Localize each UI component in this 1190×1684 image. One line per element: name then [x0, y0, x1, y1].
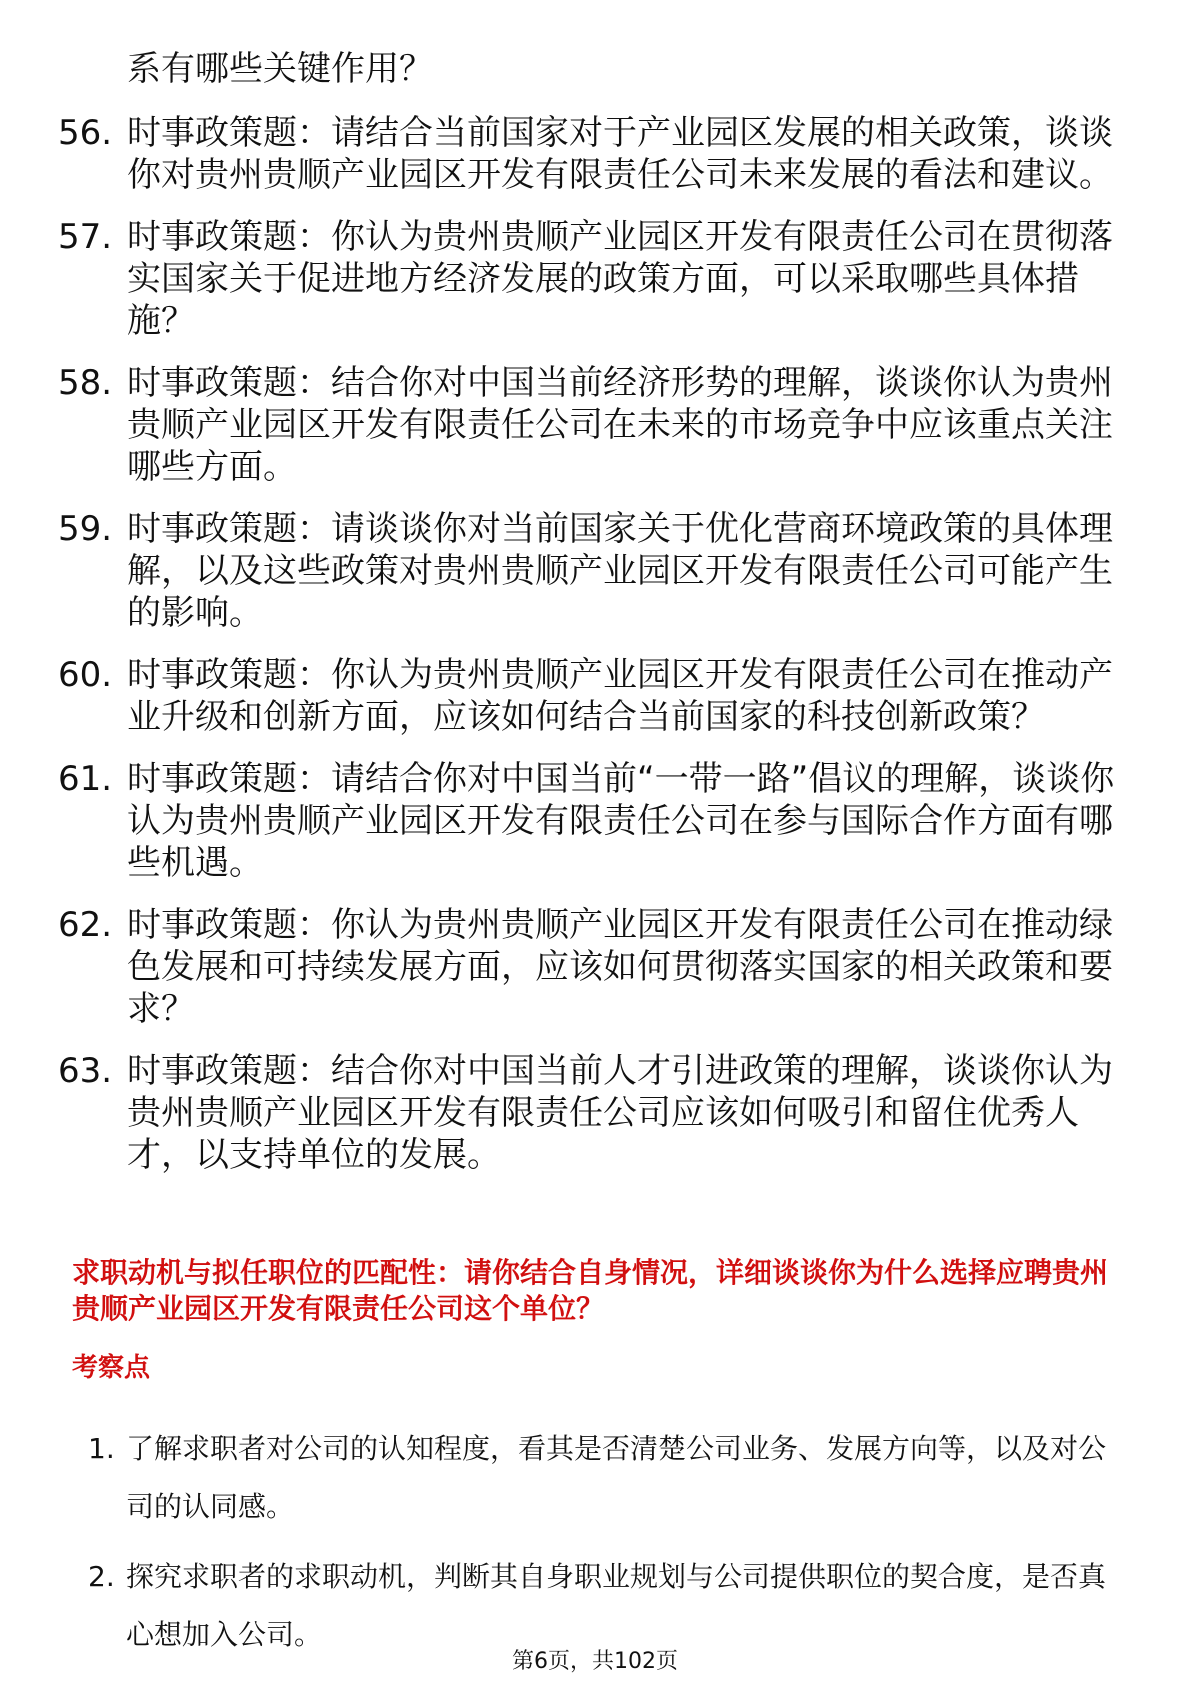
question-item	[58, 1050, 1118, 1176]
question-text: 时事政策题：结合你对中国当前经济形势的理解，谈谈你认为贵州贵顺产业园区开发有限责任公司在未来的市场竞争中应该重点关注哪些方面。	[127, 363, 1113, 487]
question-text: 时事政策题：请结合你对中国当前“一带一路”倡议的理解，谈谈你认为贵州贵顺产业园区开发有限责任公司在参与国际合作方面有哪些机遇。	[127, 759, 1115, 883]
question-number: 63.	[58, 1051, 113, 1091]
assessment-points-list	[88, 1420, 1118, 1676]
question-number: 56.	[58, 113, 113, 153]
point-item	[88, 1548, 1118, 1664]
point-text: 探究求职者的求职动机，判断其自身职业规划与公司提供职位的契合度，是否真心想加入公司。	[126, 1560, 1107, 1651]
question-number: 58.	[58, 363, 113, 403]
question-text: 时事政策题：你认为贵州贵顺产业园区开发有限责任公司在推动绿色发展和可持续发展方面，应该如何贯彻落实国家的相关政策和要求？	[127, 905, 1113, 1029]
points-heading: 考察点	[72, 1353, 151, 1383]
point-item	[88, 1420, 1118, 1536]
question-item	[58, 904, 1118, 1030]
question-item	[58, 216, 1118, 342]
question-item	[58, 362, 1118, 488]
question-number: 57.	[58, 217, 113, 257]
question-item	[58, 654, 1118, 738]
question-number: 59.	[58, 509, 113, 549]
question-number: 62.	[58, 905, 113, 945]
question-item	[58, 112, 1118, 196]
continuation-text: 系有哪些关键作用？	[127, 49, 433, 89]
question-text: 时事政策题：结合你对中国当前人才引进政策的理解，谈谈你认为贵州贵顺产业园区开发有限责任公司应该如何吸引和留住优秀人才，以支持单位的发展。	[127, 1051, 1113, 1175]
question-number: 60.	[58, 655, 113, 695]
question-text: 时事政策题：你认为贵州贵顺产业园区开发有限责任公司在贯彻落实国家关于促进地方经济发展的政策方面，可以采取哪些具体措施？	[127, 217, 1113, 341]
question-list	[58, 112, 1118, 1196]
section-heading: 求职动机与拟任职位的匹配性：请你结合自身情况，详细谈谈你为什么选择应聘贵州贵顺产业园区开发有限责任公司这个单位？	[72, 1256, 1109, 1325]
question-text: 时事政策题：请结合当前国家对于产业园区发展的相关政策，谈谈你对贵州贵顺产业园区开发有限责任公司未来发展的看法和建议。	[127, 113, 1113, 195]
page-footer: 第6页，共102页	[512, 1649, 678, 1674]
question-text: 时事政策题：请谈谈你对当前国家关于优化营商环境政策的具体理解，以及这些政策对贵州贵顺产业园区开发有限责任公司可能产生的影响。	[127, 509, 1113, 633]
question-text: 时事政策题：你认为贵州贵顺产业园区开发有限责任公司在推动产业升级和创新方面，应该如何结合当前国家的科技创新政策？	[127, 655, 1113, 737]
point-number: 1.	[88, 1432, 115, 1465]
point-text: 了解求职者对公司的认知程度，看其是否清楚公司业务、发展方向等，以及对公司的认同感。	[126, 1432, 1107, 1523]
question-item	[58, 758, 1118, 884]
question-item	[58, 508, 1118, 634]
question-number: 61.	[58, 759, 113, 799]
point-number: 2.	[88, 1560, 115, 1593]
